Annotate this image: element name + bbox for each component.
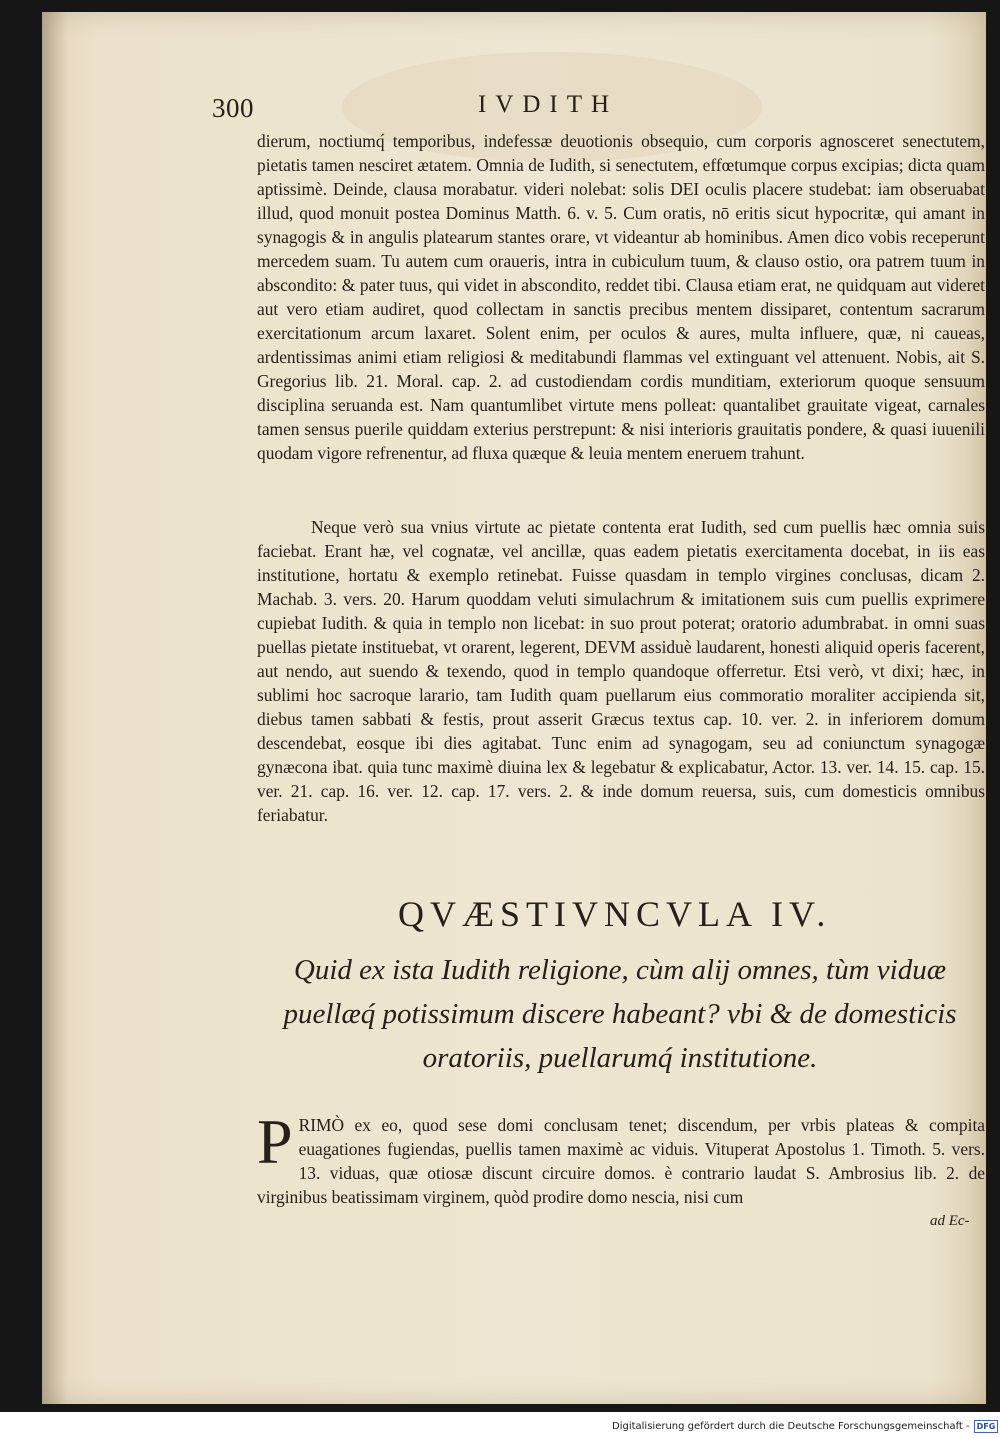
paragraph-2-text: Neque verò sua vnius virtute ac pietate contenta erat Iudith, sed cum puellis hæc omnia suis faciebat. Erant hæ, vel cognatæ, vel ancillæ, quas eadem pietatis exercitamenta docebat, in iis eas institutione, hortatu & exemplo retinebat. Fuisse quasdam in templo virgines conclusas, dicam 2. Machab. 3. vers. 20. Harum quoddam veluti simulachrum & imitationem suis cum puellis exprimere cupiebat Iudith. & quia in templo non licebat: in suo prout poterat; oratorio adumbrabat. in omni suas puellas pietate instituebat, vt orarent, legerent, DEVM assiduè laudarent, honesti aliquid operis facerent, aut nendo, aut suendo & texendo, quod in templo quandoque offerretur. Etsi verò, vt dixi; hæc, in sublimi hoc sacroque larario, tam Iudith quam puellarum eius commoratio moraliter accipienda sit, diebus tamen sabbati & festis, prout asserit Græcus textus cap. 10. ver. 2. in inferiorem domum descendebat, eosque ibi dies agitabat. Tunc enim ad synagogam, seu ad coniunctum synagogæ gynæcona ibat. quia tunc maximè diuina lex & legebatur & explicabatur, Actor. 13. ver. 14. 15. cap. 15. ver. 21. cap. 16. ver. 12. cap. 17. vers. 2. & inde domum reuersa, suis, cum domesticis omnibus feriabatur. (257, 517, 985, 825)
catchword: ad Ec- (930, 1213, 970, 1229)
drop-cap: P (257, 1106, 293, 1177)
paragraph-1-text: dierum, noctiumq́ temporibus, indefessæ deuotionis obsequio, cum corporis agnosceret senectutem, pietatis tamen nesciret ætatem. Omnia de Iudith, si senectutem, effœtumque corpus excipias; dicta quam aptissimè. Deinde, clausa morabatur. videri nolebat: solis DEI oculis placere studebat: iam obseruabat illud, quod monuit postea Dominus Matth. 6. v. 5. Cum oratis, nō eritis sicut hypocritæ, qui amant in synagogis & in angulis platearum stantes orare, vt videantur ab hominibus. Amen dico vobis receperunt mercedem suam. Tu autem cum oraueris, intra in cubiculum tuum, & clauso ostio, ora patrem tuum in abscondito: & pater tuus, qui videt in abscondito, reddet tibi. Clausa etiam erat, ne quidquam aut videret aut vero etiam audiret, quod collectam in sanctis precibus mentem dissiparet, contentum sacrarum exercitationum arcum laxaret. Solent enim, per oculos & aures, multa influere, quæ, ni caueas, ardentissimas animi etiam religiosi & meditabundi flammas vel extinguant vel attenuent. Nobis, ait S. Gregorius lib. 21. Moral. cap. 2. ad custodiendam cordis munditiam, exteriorum quoque sensuum disciplina seruanda est. Nam quantumlibet virtute mens polleat: quantalibet grauitate vigeat, carnales tamen sensus puerile quiddam exterius perstrepunt: & nisi interioris grauitatis pondere, & quasi iuuenili quodam vigore refrenentur, ad fluxa quæque & leuia mentem eneruem trahunt. (257, 131, 985, 463)
section-title: QVÆSTIVNCVLA IV. (398, 894, 832, 934)
running-head: IVDITH (478, 91, 619, 118)
paragraph-3-text: RIMÒ ex eo, quod sese domi conclusam tenet; discendum, per vrbis plateas & compita euagationes fugiendas, puellis tamen maximè ac viduis. Vituperat Apostolus 1. Timoth. 5. vers. 13. viduas, quæ otiosæ discunt circuire domos. è contrario laudat S. Ambrosius lib. 2. de virginibus beatissimam virginem, quòd prodire domo nescia, nisi cum (257, 1115, 985, 1207)
paragraph-3 (257, 1106, 985, 1209)
section-subtitle: Quid ex ista Iudith religione, cùm alij omnes, tùm viduæ puellæq́ potissimum discere habeant? vbi & de domesticis oratoriis, puellarumq́ institutione. (283, 954, 957, 1074)
paragraph-2 (257, 515, 985, 827)
page-number: 300 (212, 93, 254, 123)
digitization-footer (612, 1420, 998, 1433)
gutter-shadow (42, 12, 68, 1404)
dfg-logo: DFG (974, 1420, 999, 1433)
footer-credit: Digitalisierung gefördert durch die Deutsche Forschungsgemeinschaft - (612, 1421, 970, 1432)
paragraph-1 (257, 129, 985, 465)
